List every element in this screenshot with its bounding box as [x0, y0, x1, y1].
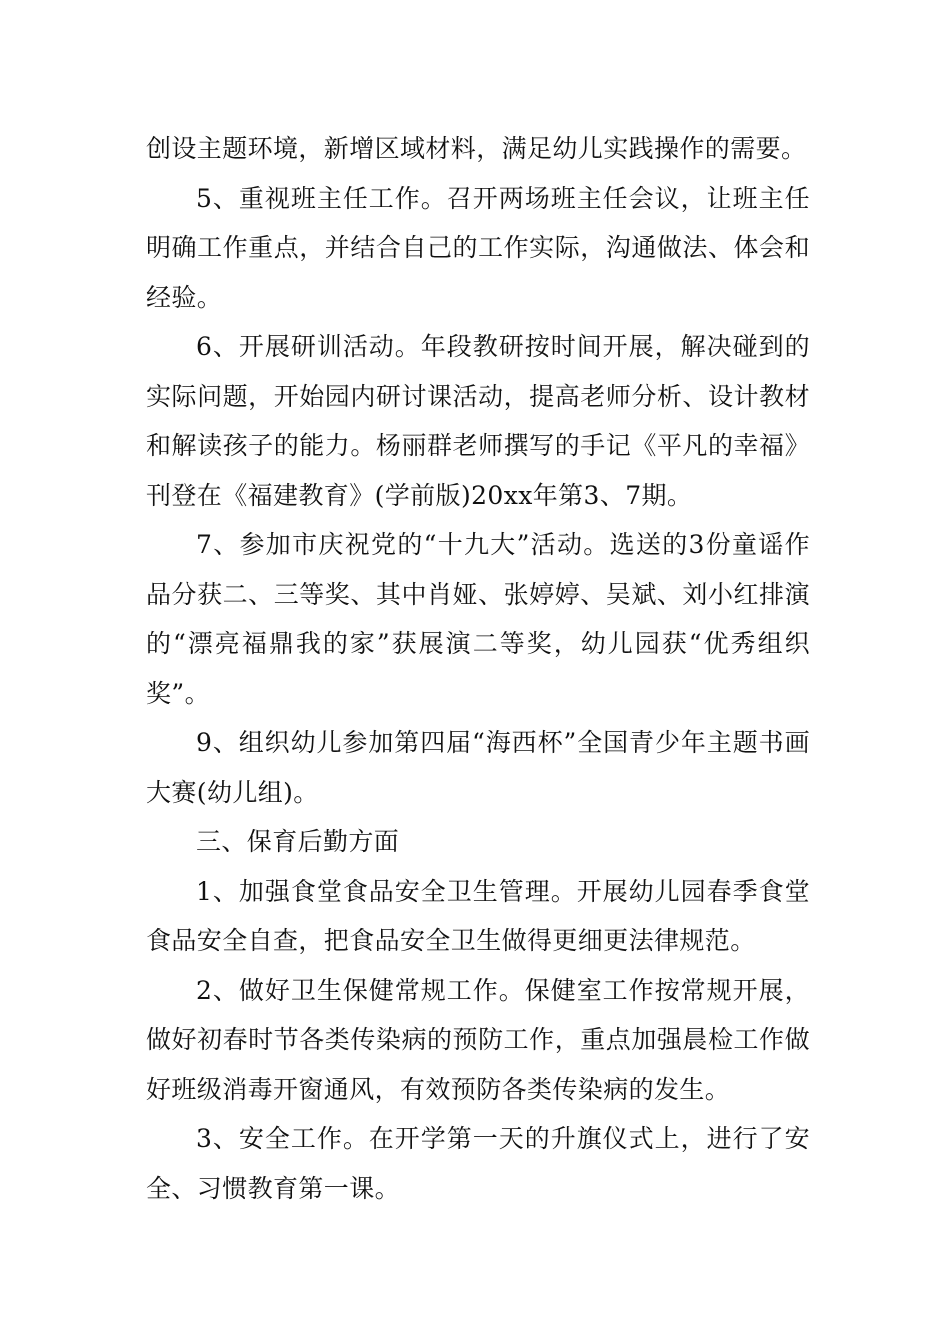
- paragraph-item-7: 7、参加市庆祝党的“十九大”活动。选送的3份童谣作品分获二、三等奖、其中肖娅、张婷婷、吴斌、刘小红排演的“漂亮福鼎我的家”获展演二等奖，幼儿园获“优秀组织奖”。: [146, 530, 810, 708]
- paragraph-continuation: 创设主题环境，新增区域材料，满足幼儿实践操作的需要。: [146, 134, 807, 163]
- paragraph-item-2: 2、做好卫生保健常规工作。保健室工作按常规开展，做好初春时节各类传染病的预防工作，重点加强晨检工作做好班级消毒开窗通风，有效预防各类传染病的发生。: [146, 975, 810, 1104]
- section-heading: 三、保育后勤方面: [196, 827, 400, 856]
- document-body: [146, 124, 810, 1213]
- paragraph-item-3: 3、安全工作。在开学第一天的升旗仪式上，进行了安全、习惯教育第一课。: [146, 1124, 810, 1203]
- paragraph-item-5: 5、重视班主任工作。召开两场班主任会议，让班主任明确工作重点，并结合自己的工作实际，沟通做法、体会和经验。: [146, 183, 810, 312]
- paragraph-item-6: 6、开展研训活动。年段教研按时间开展，解决碰到的实际问题，开始园内研讨课活动，提高老师分析、设计教材和解读孩子的能力。杨丽群老师撰写的手记《平凡的幸福》刊登在《福建教育》(学前版)20xx年第3、7期。: [146, 332, 810, 510]
- paragraph-item-1: 1、加强食堂食品安全卫生管理。开展幼儿园春季食堂食品安全自查，把食品安全卫生做得更细更法律规范。: [146, 876, 810, 955]
- paragraph-item-9: 9、组织幼儿参加第四届“海西杯”全国青少年主题书画大赛(幼儿组)。: [146, 728, 810, 807]
